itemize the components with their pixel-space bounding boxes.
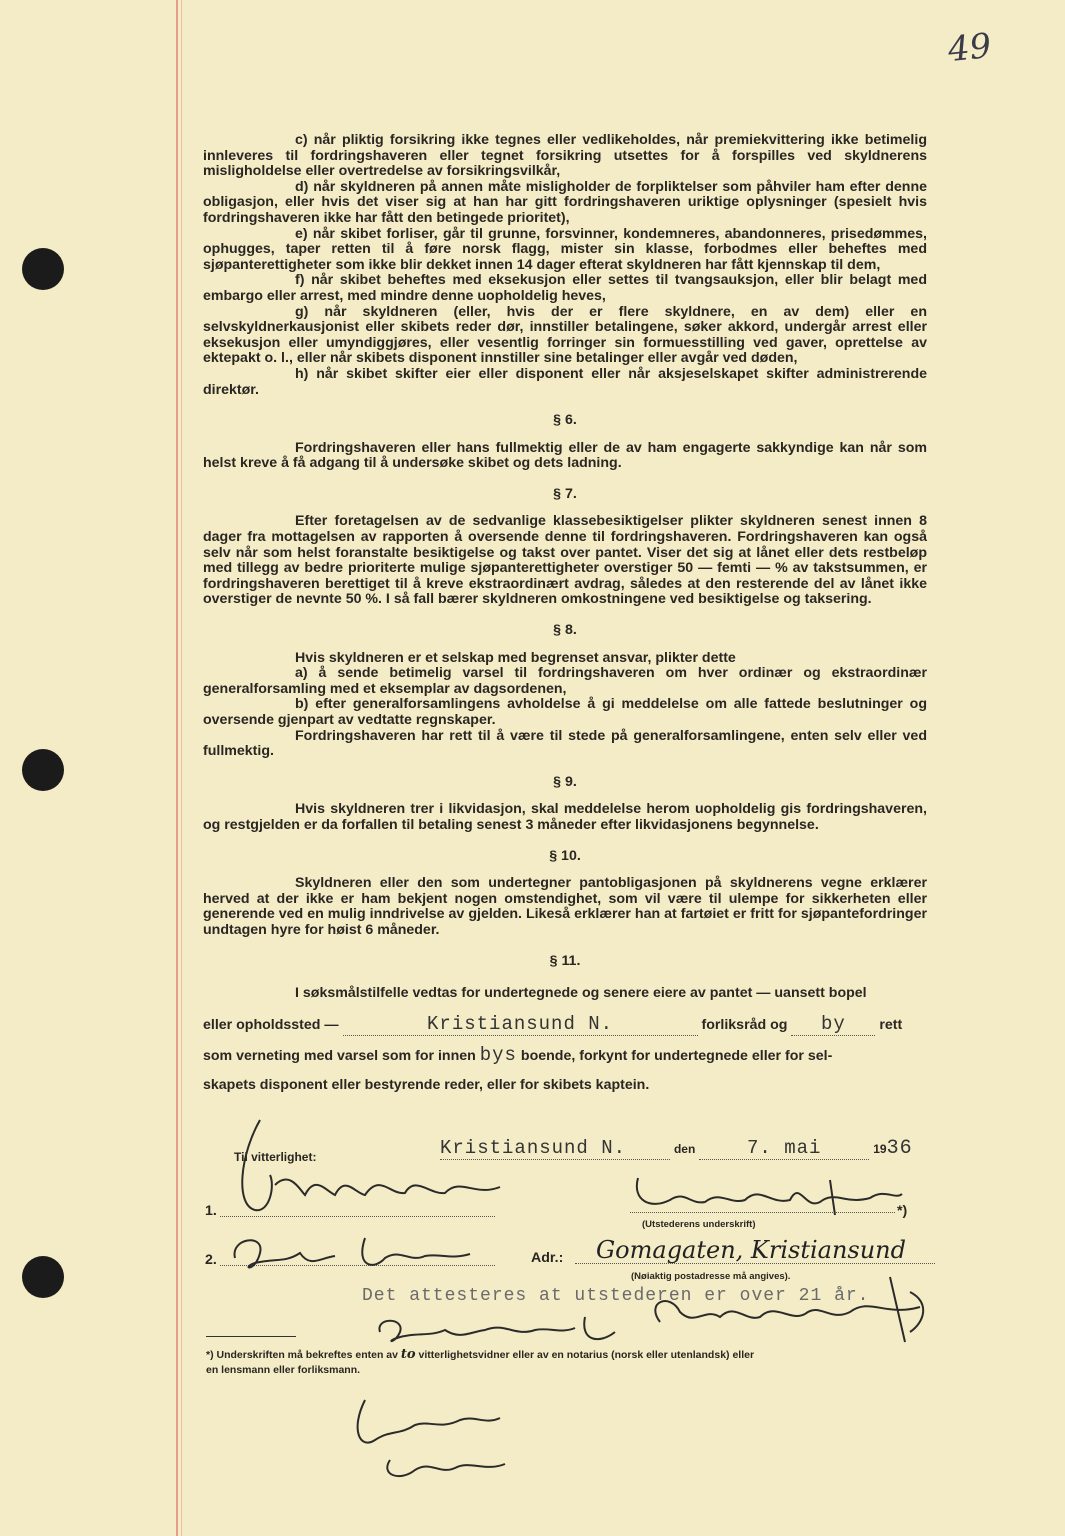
section-11-label-e: boende, forkynt for undertegnede eller for sel- [520, 1048, 833, 1064]
section-6-heading: § 6. [553, 412, 577, 429]
section-11-line-4: skapets disponent eller bestyrende reder, eller for skibets kaptein. [203, 1077, 650, 1093]
den-label: den [673, 1142, 696, 1156]
punch-hole-icon [22, 749, 64, 791]
section-8-c: Fordringshaveren har rett til å være til stede på generalforsamlingene, enten selv eller ved fullmektig. [203, 727, 927, 760]
section-9-text: Hvis skyldneren trer i likvidasjon, skal meddelelse herom uopholdelig gis fordringshaveren, og restgjelden er da forfallen til betaling senest 3 måneder efter likvidasjonens begynnelse. [203, 801, 927, 833]
bys-typed: bys [479, 1044, 517, 1066]
footnote-text-2: vitterlighetsvidner eller av en notarius (norsk eller utenlandsk) eller [418, 1349, 755, 1361]
venue-field [343, 1013, 698, 1036]
section-8-intro: Hvis skyldneren er et selskap med begrenset ansvar, plikter dette [295, 649, 736, 666]
section-11-label-d: som verneting med varsel som for innen [203, 1048, 476, 1064]
witness-1-number: 1. [205, 1203, 217, 1219]
year-prefix: 19 [873, 1142, 887, 1156]
address-handwritten: Gomagaten, Kristiansund [596, 1236, 906, 1264]
section-7-text: Efter foretagelsen av de sedvanlige klassebesiktigelser plikter skyldneren senest innen 8 dager fra mottagelsen av rapporten å oversende denne til fordringshaveren. Fordringshaveren kan også selv når som helst foranstalte besiktigelse og takst over pantet. Viser det sig at lånet eller dets restbeløp med tillegg av bedre prioriterte mulige sjøpanterettigheter overstiger 50 — femti — % av takstsummen, er fordringshaveren berettiget til å kreve ekstraordinært avdrag, således at den resterende del av lånet ikke overstiger de nevnte 50 %. I så fall bærer skyldneren omkostningene ved besiktigelse og taksering. [203, 513, 927, 608]
page-number: 49 [946, 25, 994, 71]
clause-f: f) når skibet beheftes med eksekusjon eller settes til tvangsauksjon, eller blir belagt med embargo eller arrest, med mindre denne uopholdelig heves, [203, 272, 927, 304]
punch-hole-icon [22, 1256, 64, 1298]
clause-e: e) når skibet forliser, går til grunne, forsvinner, kondemneres, abandonneres, prisedømmes, ophugges, taper retten til å føre norsk flagg, mister sin klasse, forbodmes eller beheftes med sjøpanterettigheter som ikke blir dekket innen 14 dager efterat skyldneren har fått kjennskap til dem, [203, 225, 927, 273]
issuer-caption: (Utstederens underskrift) [642, 1219, 756, 1230]
address-caption: (Nøiaktig postadresse må angives). [631, 1271, 791, 1282]
section-9-heading: § 9. [553, 773, 577, 790]
section-8-heading: § 8. [553, 622, 577, 639]
section-11-label-c: rett [879, 1017, 903, 1033]
venue-typed: Kristiansund N. [427, 1013, 614, 1035]
punch-hole-icon [22, 248, 64, 290]
clause-h: h) når skibet skifter eier eller disponent eller når aksjeselskapet skifter administrerende direktør. [203, 365, 927, 398]
section-10-text: Skyldneren eller den som undertegner pantobligasjonen på skyldnerens vegne erklærer herved at der ikke er ham bekjent nogen omstendighet, som vil være til ulempe for sikkerheten eller generende ved en mulig inndrivelse av gjelden. Likeså erklærer han at fartøiet er fritt for sjøpantefordringer undtagen hyre for høist 6 måneder. [203, 875, 927, 938]
clause-d: d) når skyldneren på annen måte misligholder de forpliktelser som påhviler ham efter denne obligasjon, eller hvis det viser sig at han har gitt fordringshaveren uriktige oplysninger (spesielt hvis fordringshaveren ikke har fått den betingede prioritet), [203, 178, 927, 226]
witness-label: Til vitterlighet: [234, 1150, 317, 1164]
section-11-label-a: eller opholdssted — [203, 1017, 339, 1033]
issuer-signature [630, 1170, 910, 1220]
section-6-text: Fordringshaveren eller hans fullmektig eller de av ham engagerte sakkyndige kan når som helst kreve å få adgang til å undersøke skibet og dets ladning. [203, 439, 927, 472]
margin-line-secondary [181, 0, 182, 1536]
attestation-typed: Det attesteres at utstederen er over 21 år. [362, 1286, 870, 1306]
court-typed: by [820, 1013, 846, 1035]
witness-2-signature [225, 1228, 485, 1278]
section-7-heading: § 7. [553, 485, 577, 502]
footnote-rule [206, 1336, 296, 1337]
place-typed: Kristiansund N. [440, 1137, 627, 1159]
clause-g: g) når skyldneren (eller, hvis der er flere skyldnere, en av dem) eller en selvskyldnerkausjonist eller skibets reder dør, innstiller betalingene, søker akkord, undergår arrest eller eksekusjon eller umyndiggjøres, eller vesentlig forringer sin formuesstilling ved gaver, oprettelse av ektepakt o. l., eller når skibets disponent innstiller sine betalinger eller avgår ved døden, [203, 303, 927, 367]
margin-line [176, 0, 178, 1536]
attest-signature-2 [640, 1272, 940, 1352]
body-text [203, 133, 927, 981]
date-field [699, 1137, 869, 1160]
section-10-heading: § 10. [549, 847, 581, 864]
footnote-text-1: *) Underskriften må bekreftes enten av [206, 1349, 398, 1361]
section-11-line-3 [203, 1044, 832, 1066]
stamp-signature [340, 1390, 520, 1490]
section-8-b: b) efter generalforsamlingens avholdelse å gi meddelelse om alle fattede beslutninger og oversende gjenpart av vedtatte regnskaper. [203, 696, 927, 728]
section-11-line-2 [203, 1013, 902, 1036]
section-11-label-b: forliksråd og [701, 1017, 788, 1033]
section-8-a: a) å sende betimelig varsel til fordringshaveren om hver ordinær og ekstraordinær generalforsamling med et eksemplar av dagsordenen, [203, 665, 927, 697]
address-label: Adr.: [531, 1250, 564, 1266]
section-11-heading: § 11. [549, 952, 581, 969]
footnote-text-3: en lensmann eller forliksmann. [206, 1364, 361, 1376]
court-field [791, 1013, 875, 1036]
date-typed: 7. mai [747, 1137, 822, 1159]
footnote [206, 1347, 931, 1378]
footnote-witness-count: to [400, 1347, 416, 1362]
attest-signature-1 [375, 1312, 645, 1352]
issuer-footnote-mark: *) [897, 1203, 908, 1219]
witness-1-signature [230, 1115, 520, 1225]
year-typed: 36 [886, 1137, 913, 1160]
clause-c: c) når pliktig forsikring ikke tegnes eller vedlikeholdes, når premiekvittering ikke betimelig innleveres til fordringshaveren eller tegnet forsikring utsettes for å forspilles ved skyldnerens misligholdelse eller overtredelse av forsikringsvilkår, [203, 132, 927, 180]
witness-2-number: 2. [205, 1252, 217, 1268]
section-11-line-1: I søksmålstilfelle vedtas for undertegnede og senere eiere av pantet — uansett bopel [295, 985, 867, 1001]
